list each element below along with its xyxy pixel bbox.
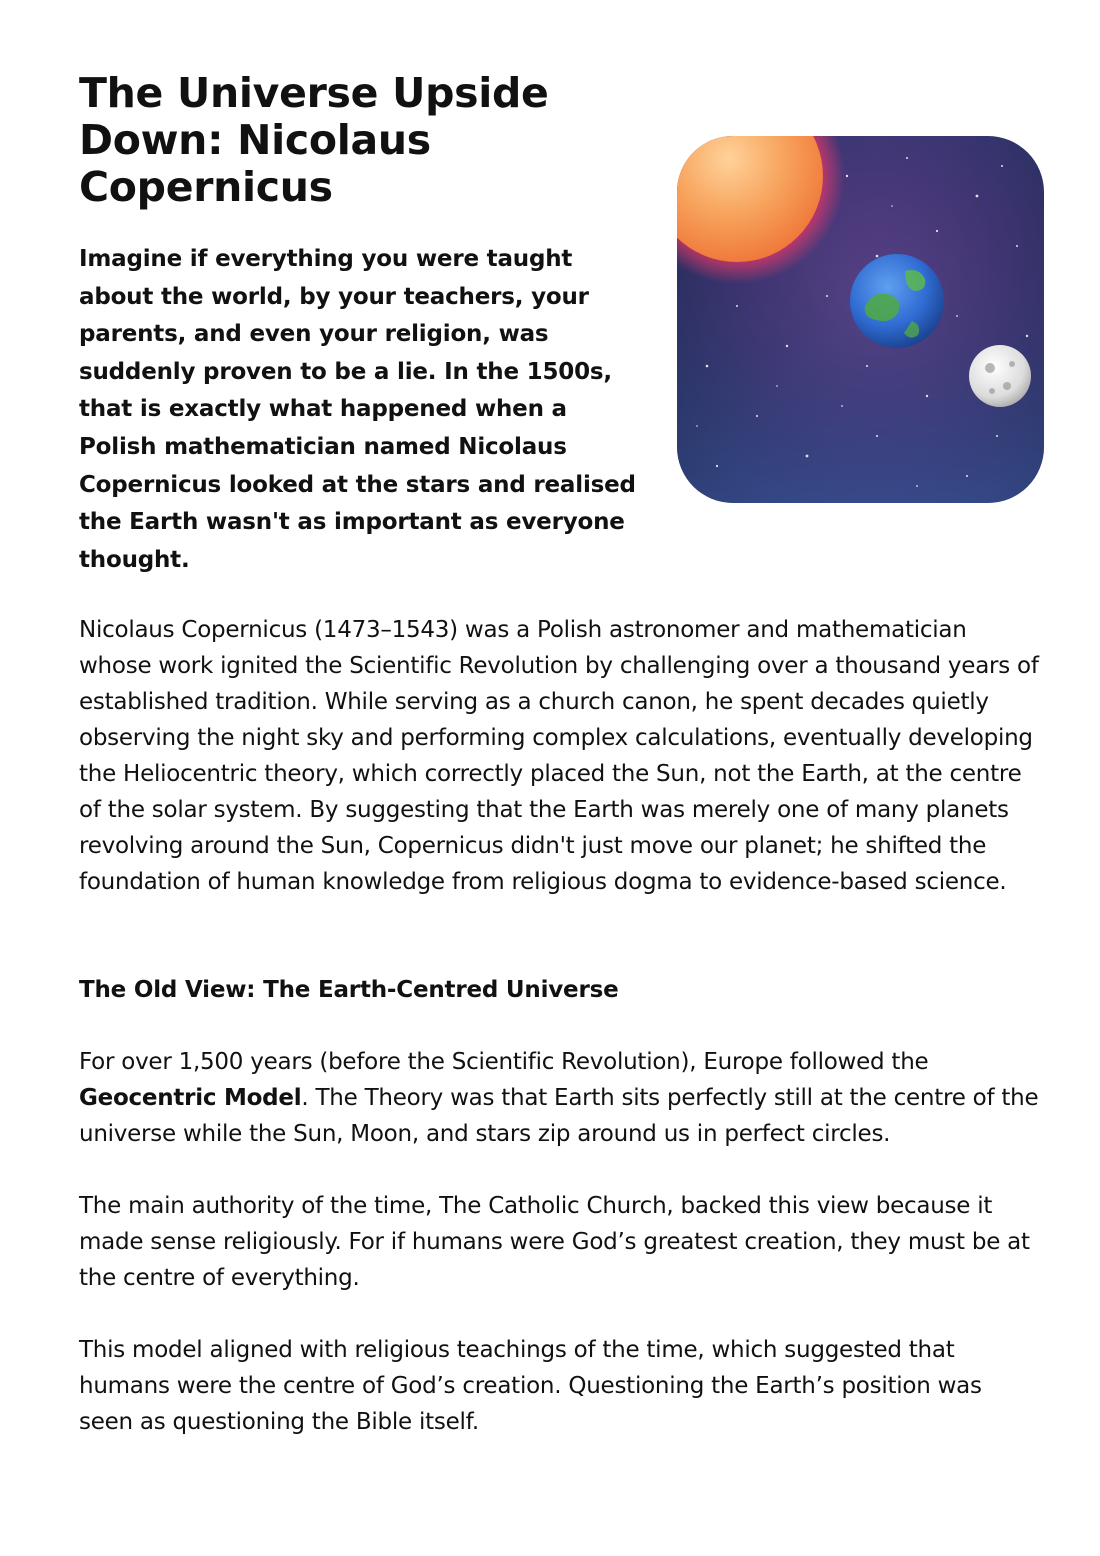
page-title: The Universe Upside Down: Nicolaus Copernicus bbox=[79, 69, 549, 211]
space-scene-image bbox=[677, 136, 1044, 503]
intro-paragraph: Imagine if everything you were taught about the world, by your teachers, your parents, and even your religion, was suddenly proven to be a lie. In the 1500s, that is exactly what happened when a Polish mathematician named Nicolaus Copernicus looked at the stars and realised the Earth wasn't as important as everyone thought. bbox=[79, 246, 636, 573]
geocentric-model-term: Geocentric Model bbox=[79, 1085, 302, 1111]
section-heading: The Old View: The Earth-Centred Universe bbox=[79, 977, 619, 1003]
paragraph-catholic-church: The main authority of the time, The Catholic Church, backed this view because it made sense religiously. For if humans were God’s greatest creation, they must be at the centre of everything. bbox=[79, 1193, 1030, 1291]
paragraph-geocentric-model bbox=[79, 1044, 1039, 1152]
paragraph-geocentric-before: For over 1,500 years (before the Scientific Revolution), Europe followed the bbox=[79, 1049, 929, 1075]
space-scene-illustration-icon bbox=[677, 136, 1044, 503]
paragraph-copernicus-biography: Nicolaus Copernicus (1473–1543) was a Polish astronomer and mathematician whose work ignited the Scientific Revolution by challenging over a thousand years of established tradition. While serving as a church canon, he spent decades quietly observing the night sky and performing complex calculations, eventually developing the Heliocentric theory, which correctly placed the Sun, not the Earth, at the centre of the solar system. By suggesting that the Earth was merely one of many planets revolving around the Sun, Copernicus didn't just move our planet; he shifted the foundation of human knowledge from religious dogma to evidence-based science. bbox=[79, 617, 1039, 895]
paragraph-geocentric-after: . The Theory was that Earth sits perfectly still at the centre of the universe while the Sun, Moon, and stars zip around us in perfect circles. bbox=[79, 1085, 1039, 1147]
paragraph-religious-teachings: This model aligned with religious teachings of the time, which suggested that humans were the centre of God’s creation. Questioning the Earth’s position was seen as questioning the Bible itself. bbox=[79, 1337, 982, 1435]
